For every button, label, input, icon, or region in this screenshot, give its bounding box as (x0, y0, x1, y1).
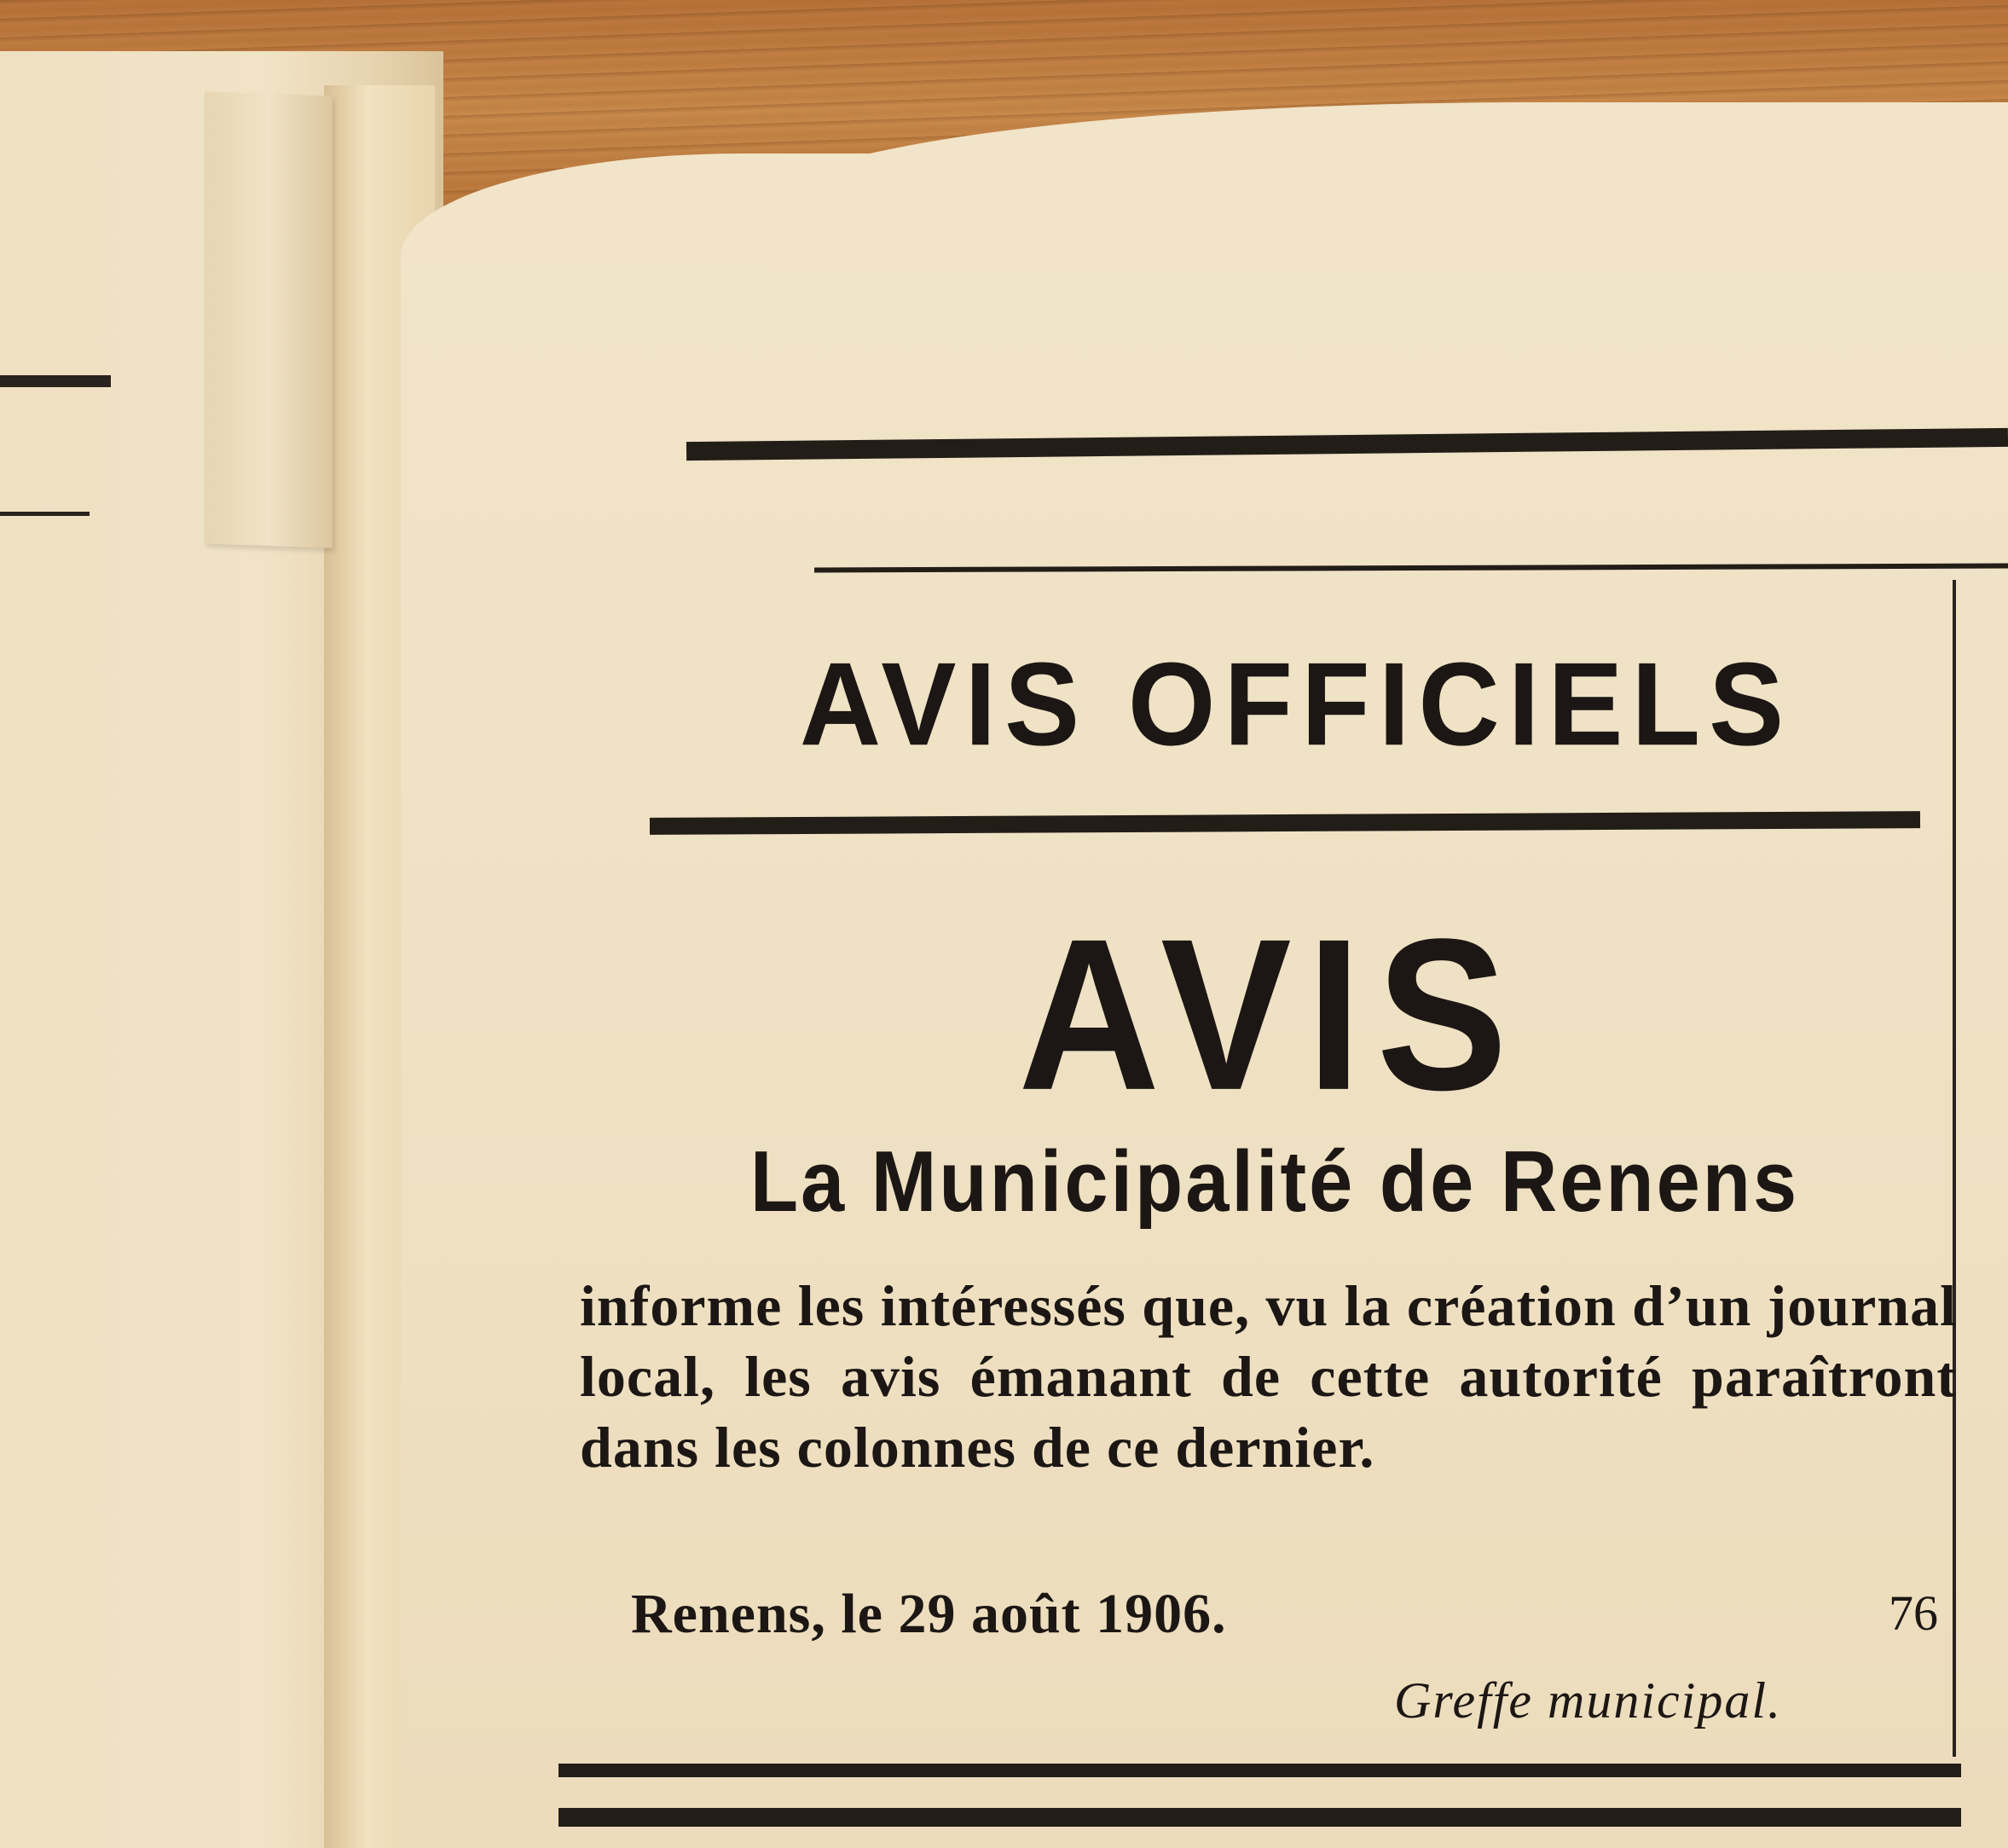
notice-subtitle: La Municipalité de Renens (749, 1133, 1800, 1231)
reference-number: 76 (1889, 1585, 1938, 1641)
left-page-rule (0, 512, 90, 516)
folded-page-flap (205, 91, 333, 547)
left-page-rule (0, 375, 111, 387)
notice-signature: Greffe municipal. (1394, 1672, 1783, 1729)
notice-body: informe les intéressés que, vu la création d’un journal local, les avis émanant de cette autorité paraîtront dans les colonnes de ce dernier. (580, 1273, 1957, 1480)
notice-date: Renens, le 29 août 1906. (631, 1583, 1227, 1645)
bottom-rule (558, 1808, 1961, 1827)
section-heading: AVIS OFFICIELS (799, 638, 1793, 770)
column-separator (1953, 580, 1956, 1757)
notice-title: AVIS (1018, 894, 1523, 1135)
bottom-rule (558, 1764, 1961, 1777)
